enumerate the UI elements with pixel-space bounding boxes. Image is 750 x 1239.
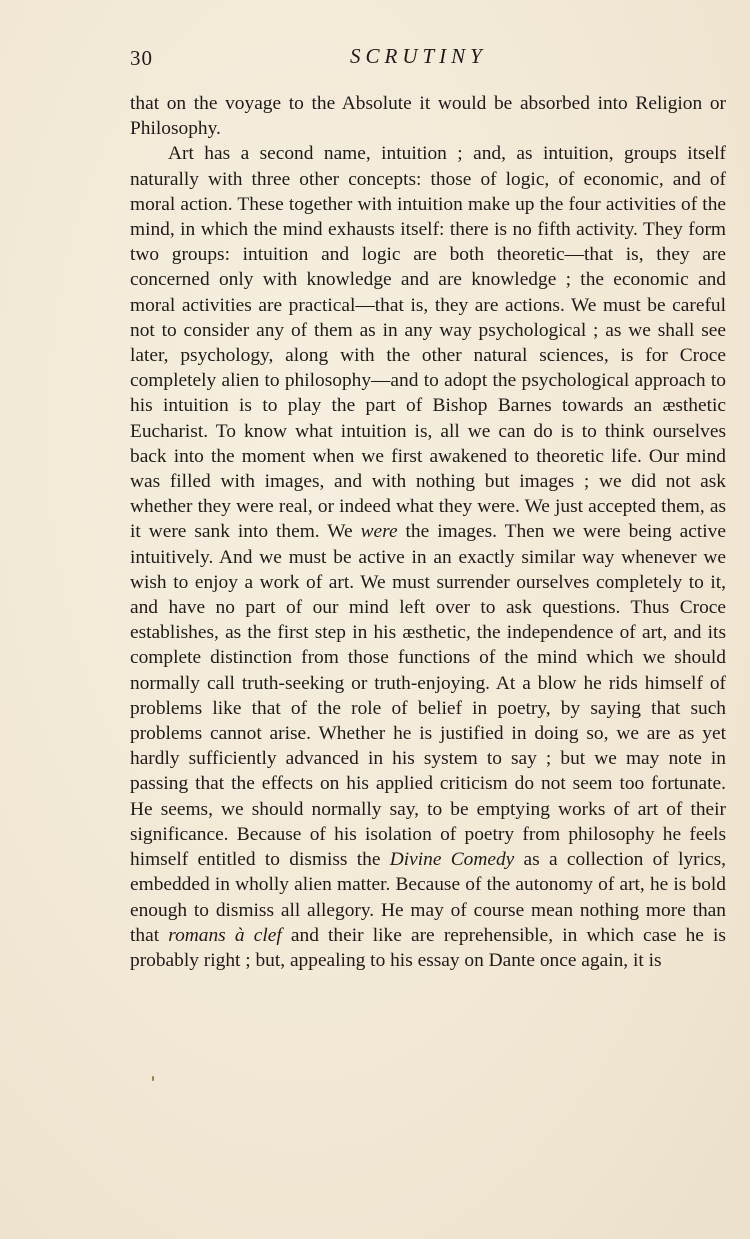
paragraph-text: as a collection of lyrics, embedded in wholly alien matter. Because of the autonomy of art, he is bold enough to dismiss all allegory. He may of course mean nothing more than that — [130, 849, 726, 946]
page-header — [130, 42, 726, 72]
italic-emphasis: were — [360, 521, 398, 543]
paragraph-text: Art has a second name, intuition ; and, as intuition, groups itself naturally with three other concepts: those of logic, of economic, and of moral action. These together with intuition make up the four activities of the mind, in which the mind exhausts itself: there is no fifth activity. They form two groups: intuition and logic are both theoretic—that is, they are concerned only with knowledge and are knowledge ; the economic and moral activities are practical—that is, they are actions. We must be careful not to consider any of them as in any way psychological ; as we shall see later, psychology, along with the other natural sciences, is for Croce completely alien to philosophy—and to adopt the psychological approach to his intuition is to play the part of Bishop Barnes towards an æsthetic Eucharist. To know what intuition is, all we can do is to think ourselves back into the moment when we first awakened to theoretic life. Our mind was filled with images, and with nothing but images ; we did not ask whether they were real, or indeed what they were. We just accepted them, as it were sank into them. We — [130, 143, 726, 543]
paragraph-art-intuition — [130, 141, 726, 973]
paragraph-text: the images. Then we were being active intuitively. And we must be active in an exactly similar way whenever we wish to enjoy a work of art. We must surrender ourselves completely to it, and have no part of our mind left over to ask questions. Thus Croce establishes, as the first step in his æsthetic, the independence of art, and its complete distinction from those functions of the mind which we should normally call truth-seeking or truth-enjoying. At a blow he rids himself of problems like that of the role of belief in poetry, by saying that such problems cannot arise. Whether he is justified in doing so, we are as yet hardly sufficiently advanced in his system to say ; but we may note in passing that the effects on his applied criticism do not seem too fortunate. He seems, we should normally say, to be emptying works of art of their significance. Because of his isolation of poetry from philosophy he feels himself entitled to dismiss the — [130, 521, 726, 871]
paragraph-continued — [130, 91, 726, 141]
running-title: SCRUTINY — [350, 44, 487, 68]
italic-phrase: romans à clef — [168, 924, 282, 946]
paragraph-text: that on the voyage to the Absolute it would be absorbed into Religion or Philosophy. — [130, 93, 726, 140]
page-number: 30 — [130, 46, 153, 70]
italic-title: Divine Comedy — [389, 849, 515, 871]
body-text — [130, 91, 726, 973]
paper-speck — [152, 1076, 154, 1081]
paragraph-text: and their like are reprehensible, in which case he is probably right ; but, appealing to his essay on Dante once again, it is — [130, 924, 726, 971]
